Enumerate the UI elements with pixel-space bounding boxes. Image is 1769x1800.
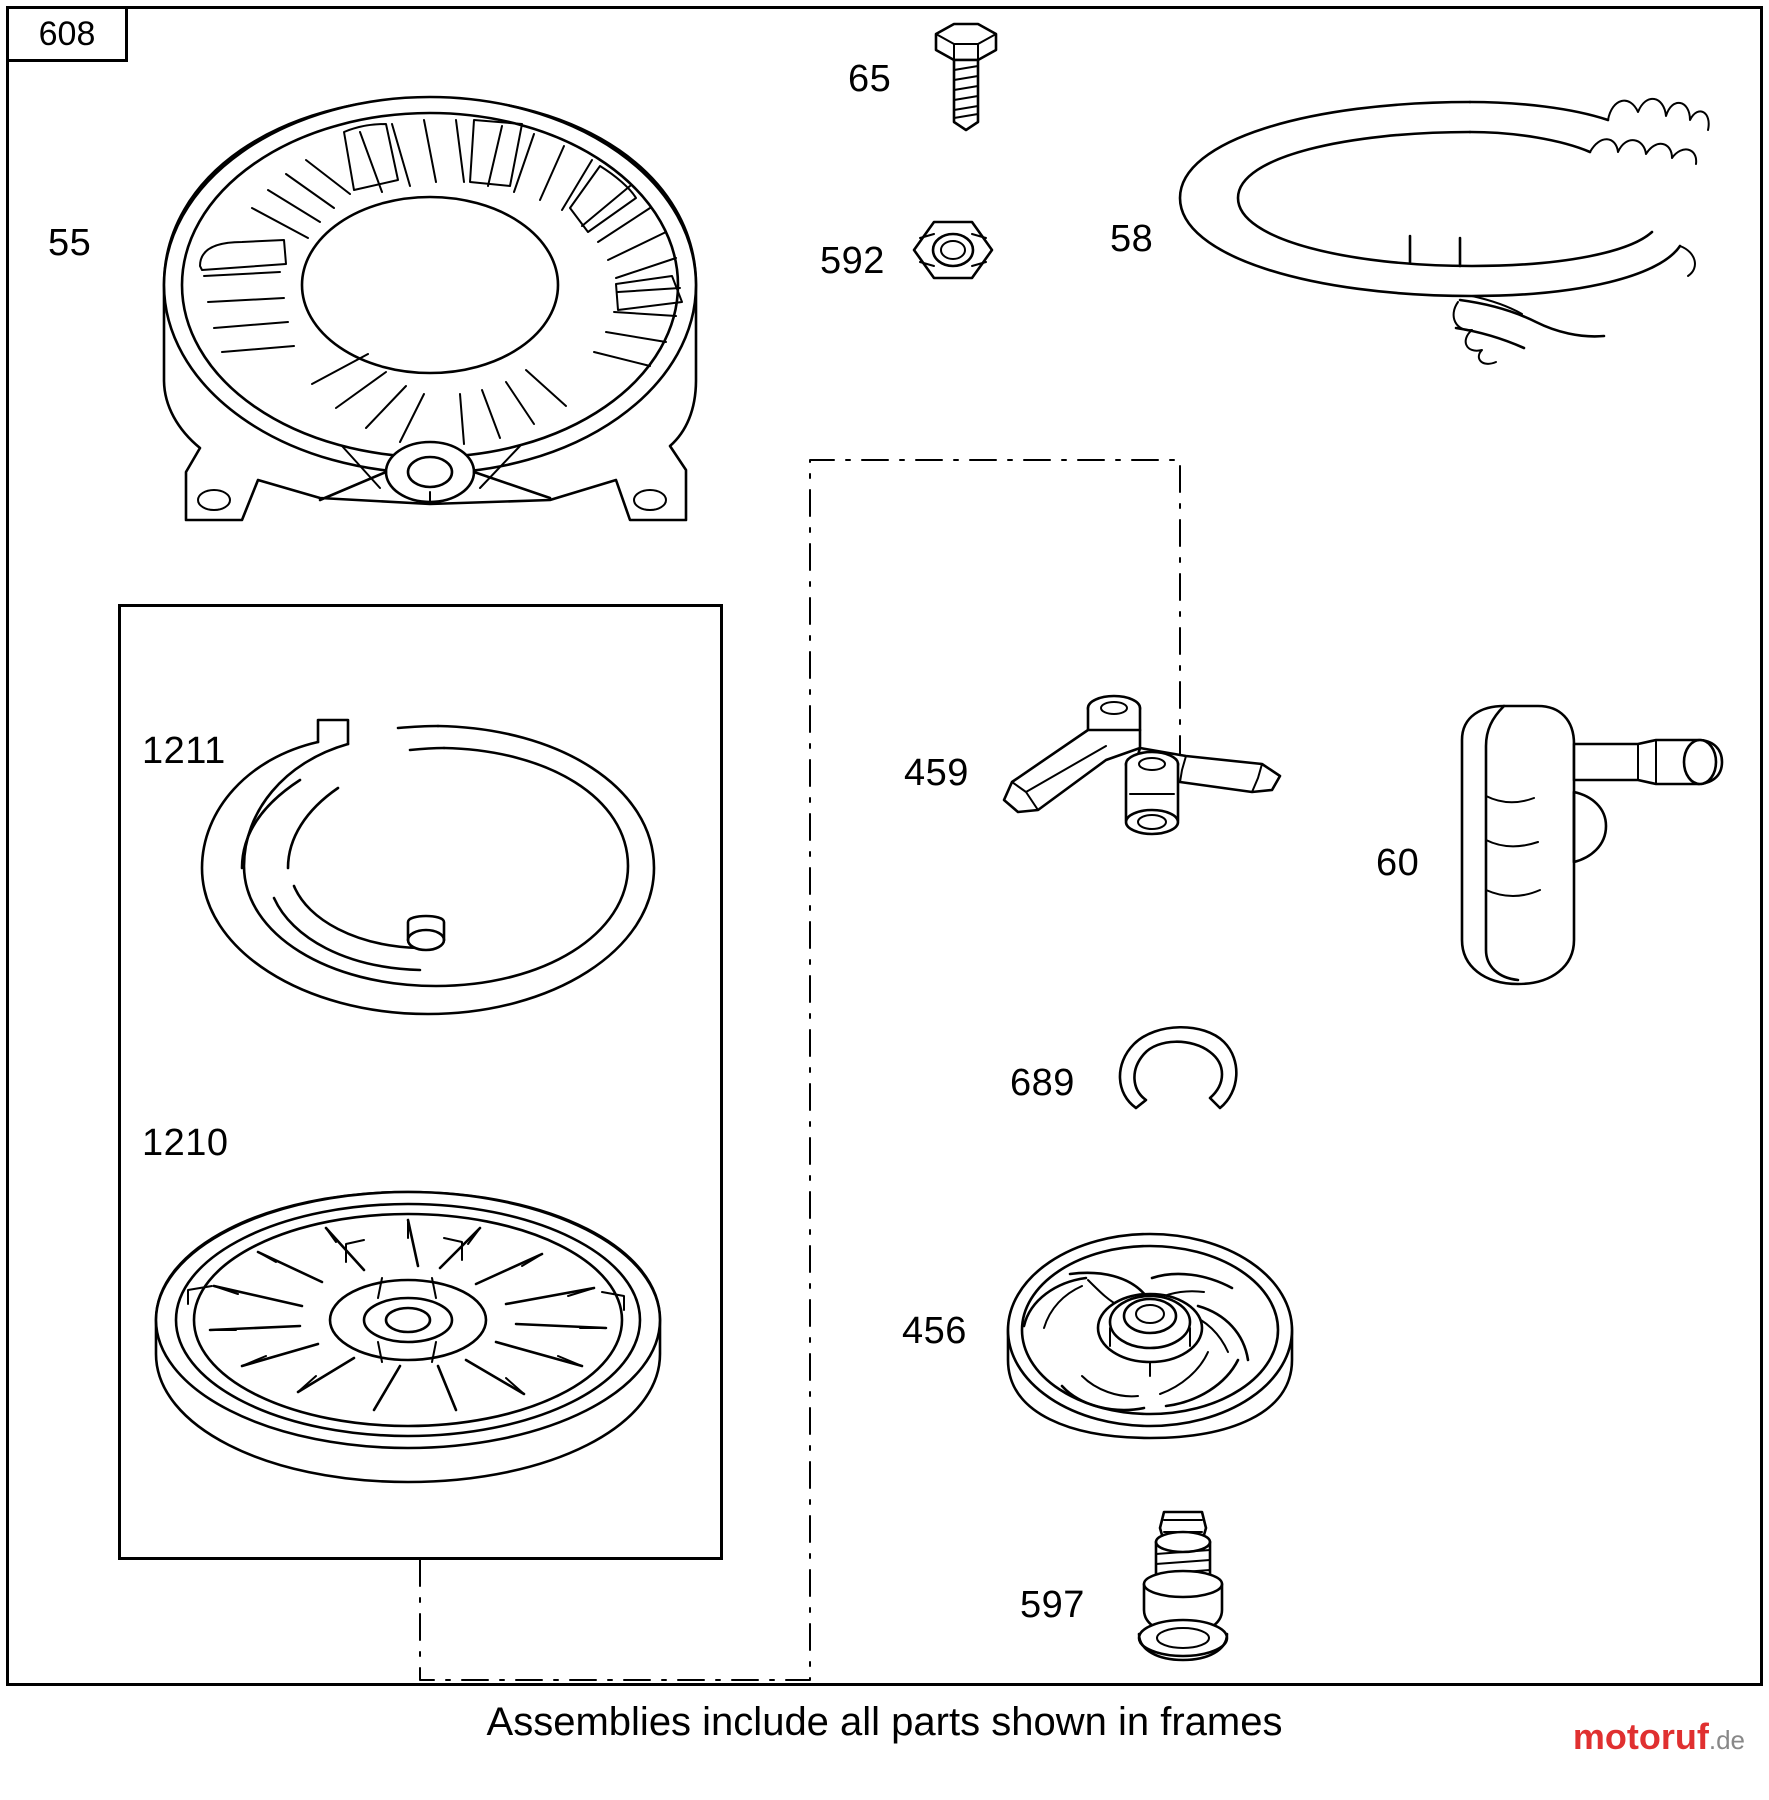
callout-1210: 1210 xyxy=(142,1122,229,1164)
watermark-text: motoruf xyxy=(1572,1716,1709,1757)
watermark xyxy=(1573,1716,1745,1758)
footer-note: Assemblies include all parts shown in frames xyxy=(486,1700,1283,1744)
callout-456: 456 xyxy=(902,1310,967,1352)
part-pawl-assembly xyxy=(990,690,1320,910)
callout-1211: 1211 xyxy=(142,730,226,772)
part-center-screw xyxy=(1120,1498,1250,1678)
part-nut xyxy=(910,210,1000,290)
callout-55: 55 xyxy=(48,222,92,264)
callout-592: 592 xyxy=(820,240,885,282)
callout-459: 459 xyxy=(904,752,969,794)
callout-58: 58 xyxy=(1110,218,1154,260)
callout-60: 60 xyxy=(1376,842,1420,884)
callout-689: 689 xyxy=(1010,1062,1075,1104)
part-recoil-spring xyxy=(188,718,688,1038)
part-screw xyxy=(920,16,1000,136)
part-pulley xyxy=(150,1170,670,1500)
callout-65: 65 xyxy=(848,58,892,100)
part-starter-handle xyxy=(1442,700,1732,1000)
part-starter-rope xyxy=(1160,90,1720,350)
watermark-suffix: .de xyxy=(1708,1725,1745,1755)
part-recoil-starter-housing xyxy=(130,80,750,550)
callout-597: 597 xyxy=(1020,1584,1085,1626)
part-friction-plate xyxy=(1000,1210,1300,1450)
part-retaining-ring xyxy=(1108,1022,1248,1132)
page-code-label: 608 xyxy=(38,14,96,53)
